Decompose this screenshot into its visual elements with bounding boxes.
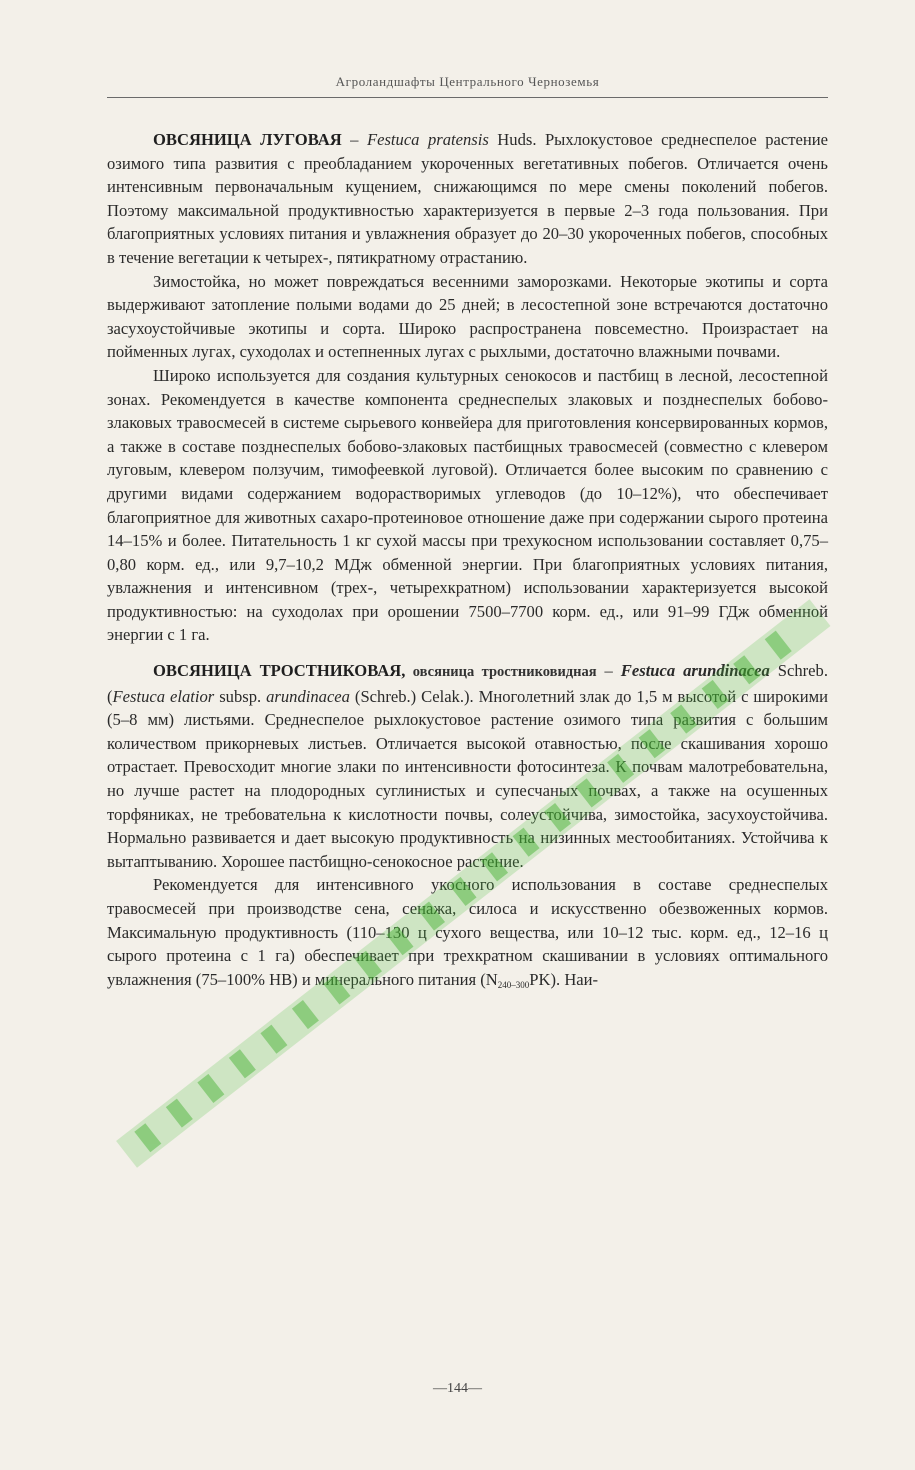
latin-synonym: Festuca elatior [112,686,215,706]
paragraph-festuca-pratensis-intro [107,128,828,270]
page-content [107,128,828,997]
author-name-2: (Schreb.) Celak.). [349,686,474,706]
author-name: Schreb. ( [107,661,828,706]
paragraph-festuca-arundinacea-intro [107,659,828,873]
author-name: Huds. [488,130,537,149]
subscript-dose: 240–300 [497,979,530,990]
latin-subspecies: arundinacea [266,686,350,706]
paragraph-text: Рекомендуется для интенсивного укосного использования в составе среднеспелых травосмесей при производстве сена, сенажа, силоса и искусственно обезвоженных кормов. Максимальную продуктивность (110–130 ц сухого вещества, или 10–12 тыс. корм. ед., 12–16 ц сырого протеина с 1 га) обеспечивает при трехкратном скашивании в условиях оптимального увлажнения (75–100% НВ) и минерального питания (N [107,875,828,989]
running-header: Агроландшафты Центрального Черноземья [107,74,828,98]
paragraph-festuca-pratensis-hardiness: Зимостойка, но может повреждаться весенними заморозками. Некоторые экотипы и сорта выдерживают затопление полыми водами до 25 дней; в лесостепной зоне встречаются достаточно засухоустойчивые экотипы и сорта. Широко распространена повсеместно. Произрастает на пойменных лугах, суходолах и остепненных лугах с рыхлыми, достаточно влажными почвами. [107,271,828,362]
paragraph-text-end: PK). Наи- [529,969,599,989]
term-alt-name: овсяница тростниковидная [405,664,597,681]
paragraph-text: Рыхлокустовое среднеспелое растение озимого типа развития с преобладанием укороченных вегетативных побегов. Отличается очень интенсивным первоначальным кущением, снижающимся по мере смены поколений побегов. Поэтому максимальной продуктивностью характеризуется в первые 2–3 года пользования. При благоприятных условиях питания и увлажнения образует до 20–30 укороченных побегов, способных в течение вегетации к четырех-, пятикратному отрастанию. [107,130,828,267]
term-heading: ОВСЯНИЦА ЛУГОВАЯ [153,130,342,149]
paragraph-text: Многолетний злак до 1,5 м высотой с широкими (5–8 мм) листьями. Среднеспелое рыхлокустовое растение озимого типа развития с большим количеством прикорневых листьев. Отличается высокой отавностью, после скашивания хорошо отрастает. Превосходит многие злаки по интенсивности фотосинтеза. К почвам малотребовательна, но лучше растет на плодородных суглинистых и супесчаных почвах, а также на осушенных торфяниках, не требовательна к кислотности почвы, солеустойчива, зимостойка, засухоустойчива. Нормально развивается и дает высокую продуктивность на низинных местообитаниях. Устойчива к вытаптыванию. Хорошее пастбищно-сенокосное растение. [107,686,828,871]
paragraph-festuca-pratensis-usage: Широко используется для создания культурных сенокосов и пастбищ в лесной, лесостепной зонах. Рекомендуется в качестве компонента среднеспелых злаковых и позднеспелых бобово-злаковых травосмесей в системе сырьевого конвейера для приготовления консервированных кормов, а также в составе позднеспелых бобово-злаковых пастбищных травосмесей (совместно с клевером луговым, клевером ползучим, тимофеевкой луговой). Отличается более высоким по сравнению с другими видами содержанием водорастворимых углеводов (до 10–12%), что обеспечивает благоприятное для животных сахаро-протеиновое отношение даже при содержании сырого протеина 14–15% и более. Питательность 1 кг сухой массы при трехукосном использовании составляет 0,75–0,80 корм. ед., или 9,7–10,2 МДж обменной энергии. При благоприятных условиях питания, увлажнения и интенсивном (трех-, четырехкратном) использовании характеризуется высокой продуктивностью: на суходолах при орошении 7500–7700 корм. ед., или 91–99 ГДж обменной энергии с 1 га. [107,365,828,645]
latin-name: Festuca pratensis [366,130,489,149]
term-dash: – [596,661,621,681]
page-number: —144— [433,1381,482,1396]
paragraph-festuca-arundinacea-usage [107,873,828,997]
term-dash: – [341,130,367,149]
latin-name: Festuca arundinacea [620,661,770,681]
rank-text: subsp. [214,686,267,706]
term-heading: ОВСЯНИЦА ТРОСТНИКОВАЯ, [153,661,406,681]
